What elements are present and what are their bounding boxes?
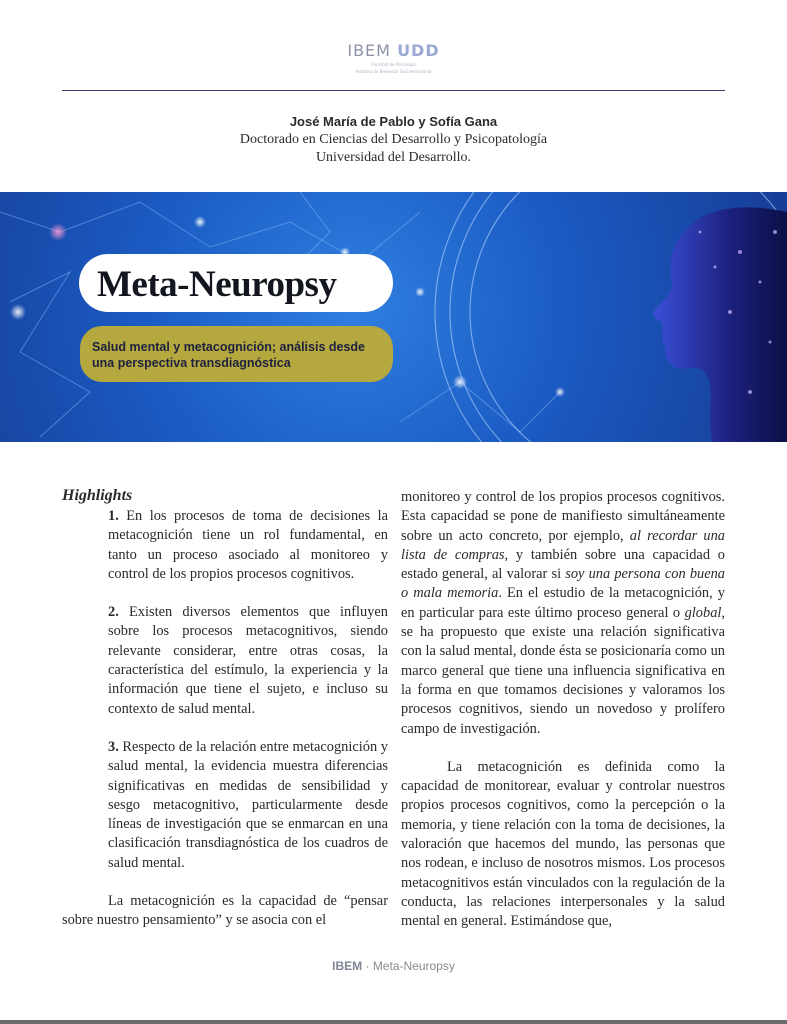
highlight-item-1 <box>108 507 388 584</box>
emphasis-run: al recordar una lista de compras <box>401 527 725 563</box>
header-logo <box>0 41 787 74</box>
logo-subtitle-1: Facultad de Psicología <box>371 62 416 67</box>
emphasis-run: soy una persona con buena o mala memoria <box>401 566 725 602</box>
author-names: José María de Pablo y Sofía Gana <box>289 114 498 129</box>
logo-ibem: IBEM <box>347 41 391 60</box>
left-column <box>62 485 388 931</box>
highlight-item-2 <box>108 603 388 719</box>
page-footer <box>0 959 787 973</box>
bottom-edge-bar <box>0 1020 787 1024</box>
footer-brand: IBEM <box>332 959 363 973</box>
highlight-item-3 <box>108 738 388 873</box>
body-paragraph-2: La metacognición es definida como la capacidad de monitorear, evaluar y controlar nuestros propios procesos cognitivos, como la percepción o la memoria, y tiene relación con la toma de decisiones, la valoración que hacemos del mundo, las personas que nos rodean, e incluso de nosotros mismos. Los procesos metacognitivos están vinculados con la regulación de la conducta, las relaciones interpersonales y la salud mental en general. Estimándose que, <box>401 758 725 930</box>
logo-subtitle-2: Instituto de Bienestar Socioemocional <box>355 69 432 74</box>
text-run: monitoreo y control de los propios procesos cognitivos. Esta capacidad se pone de manifiesto simultáneamente sobre un acto concreto, por ejemplo, <box>401 489 725 544</box>
text-run: , se ha propuesto que existe una relación significativa con la salud mental, donde ésta se posicionaría como un marco general que tiene una influencia significativa en la forma en que tomamos decisiones y valoramos los procesos cognitivos, siendo un novedoso y prolífero campo de investigación. <box>401 604 725 737</box>
author-university: Universidad del Desarrollo. <box>315 150 472 165</box>
text-run: . En el estudio de la metacognición, y en particular para este último proceso general o <box>401 585 725 621</box>
logo-udd: UDD <box>397 41 440 60</box>
text-run: , y también sobre una capacidad o estado general, al valorar si <box>401 546 725 583</box>
highlight-number: 1. <box>108 508 119 524</box>
emphasis-run: global <box>684 604 722 621</box>
body-paragraph-1 <box>401 488 725 739</box>
title-banner <box>0 192 787 442</box>
article-subtitle: Salud mental y metacognición; análisis desde una perspectiva transdiagnóstica <box>92 340 365 370</box>
highlight-number: 3. <box>108 738 119 755</box>
author-block <box>0 113 787 167</box>
highlight-text: Respecto de la relación entre metacognición y salud mental, la evidencia muestra diferencias significativas en medidas de sensibilidad y sesgo metacognitivo, particularmente desde líneas de investigación que se enmarcan en una clasificación transdiagnóstica de los cuadros de salud mental. <box>108 738 388 871</box>
article-title: Meta-Neuropsy <box>97 264 337 305</box>
footer-separator: · <box>362 959 373 973</box>
highlight-text: Existen diversos elementos que influyen sobre los procesos metacognitivos, siendo relevante considerar, entre otras cosas, la característica del estímulo, la experiencia y la información que tiene el sujeto, e incluso su contexto de salud mental. <box>108 604 388 717</box>
author-degree: Doctorado en Ciencias del Desarrollo y Psicopatología <box>239 132 548 147</box>
highlight-number: 2. <box>108 604 119 621</box>
subtitle-pill <box>80 326 393 382</box>
highlights-heading: Highlights <box>62 487 133 504</box>
intro-paragraph: La metacognición es la capacidad de “pensar sobre nuestro pensamiento” y se asocia con el <box>62 893 388 929</box>
title-pill <box>79 254 393 312</box>
footer-title: Meta-Neuropsy <box>372 959 455 973</box>
header-divider <box>62 90 725 91</box>
right-column <box>401 488 725 932</box>
banner-background-art <box>0 192 787 442</box>
highlight-text: En los procesos de toma de decisiones la metacognición tiene un rol fundamental, en tanto un proceso asociado al monitoreo y control de los propios procesos cognitivos. <box>108 508 388 582</box>
